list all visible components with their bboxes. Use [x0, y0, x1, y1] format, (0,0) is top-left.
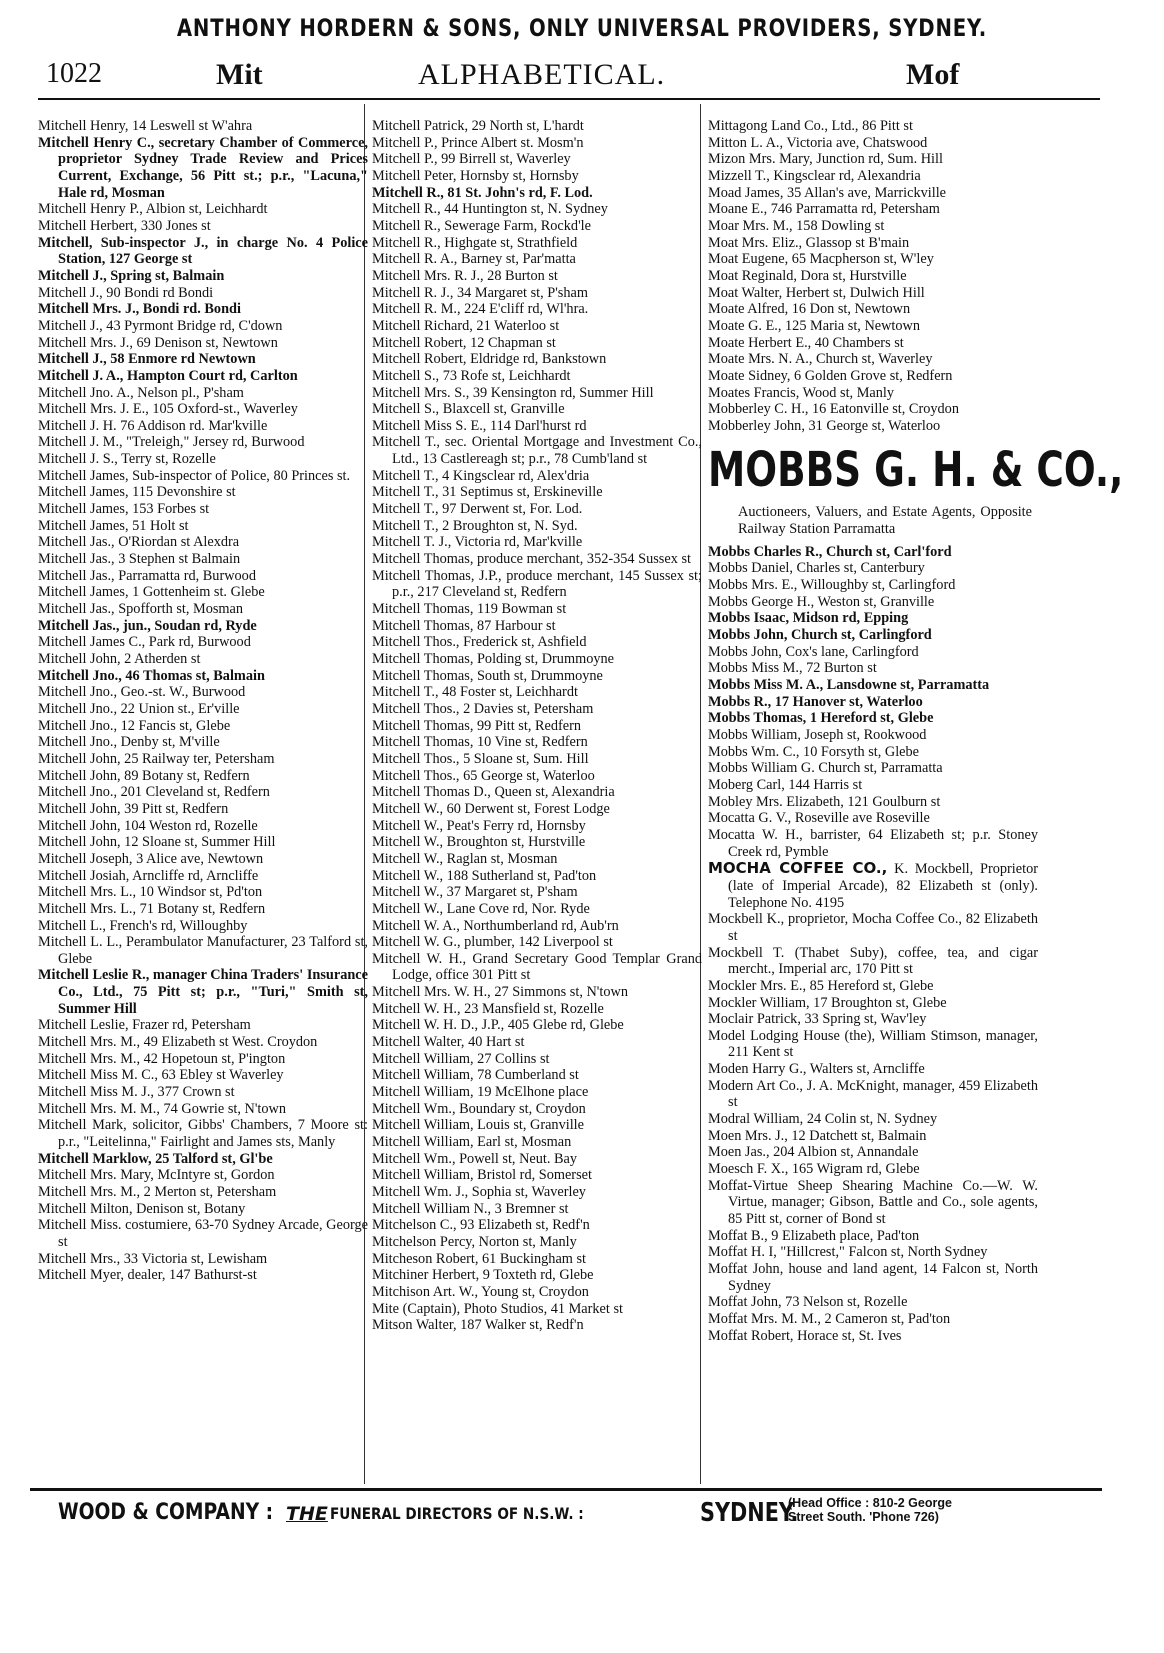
directory-entry: Mitchell W. H., 23 Mansfield st, Rozelle — [372, 1000, 604, 1017]
directory-entry: Mitchell James, 115 Devonshire st — [38, 484, 236, 501]
directory-entry: Mockler William, 17 Broughton st, Glebe — [708, 994, 947, 1011]
directory-entry: Mitchell P., 99 Birrell st, Waverley — [372, 151, 571, 168]
directory-entry: Mitchell Herbert, 330 Jones st — [38, 217, 211, 234]
directory-entry: Mitchell John, 89 Botany st, Redfern — [38, 767, 250, 784]
directory-entry: Mitchell Thos., 2 Davies st, Petersham — [372, 700, 594, 717]
directory-entry: Mobbs Miss M. A., Lansdowne st, Parramatta — [708, 677, 990, 694]
directory-entry: Mitchell R., Sewerage Farm, Rockd'le — [372, 217, 591, 234]
directory-entry: Mitchell Thomas, J.P., produce merchant, 145 Sussex st; p.r., 217 Cleveland st, Redfern — [372, 567, 702, 601]
directory-entry: Mitchell Mrs. S., 39 Kensington rd, Summer Hill — [372, 384, 654, 401]
directory-entry: Moffat Mrs. M. M., 2 Cameron st, Pad'ton — [708, 1310, 951, 1327]
directory-entry: Mitchell John, 25 Railway ter, Petersham — [38, 750, 275, 767]
directory-entry: Moffat John, house and land agent, 14 Falcon st, North Sydney — [708, 1261, 1038, 1294]
directory-entry: Mocatta W. H., barrister, 64 Elizabeth st; p.r. Stoney Creek rd, Pymble — [708, 826, 1038, 860]
directory-entry: Mitchell Jas., Parramatta rd, Burwood — [38, 567, 256, 584]
directory-entry: Mockbell T. (Thabet Suby), coffee, tea, and cigar mercht., Imperial arc, 170 Pitt st — [708, 944, 1038, 978]
directory-entry: Mitchell Miss M. C., 63 Ebley st Waverley — [38, 1067, 284, 1084]
directory-entry: Mobley Mrs. Elizabeth, 121 Goulburn st — [708, 793, 941, 810]
directory-entry: Mitchell J. H. 76 Addison rd. Mar'kville — [38, 417, 268, 434]
directory-entry: Mitchell Mrs. M., 2 Merton st, Petersham — [38, 1184, 277, 1200]
directory-entry: Mobbs John, Church st, Carlingford — [708, 627, 932, 644]
directory-entry: Moat Mrs. Eliz., Glassop st B'main — [708, 234, 910, 251]
directory-entry: Moffat John, 73 Nelson st, Rozelle — [708, 1294, 908, 1311]
directory-entry: Moates Francis, Wood st, Manly — [708, 384, 895, 401]
directory-entry: Moat Walter, Herbert st, Dulwich Hill — [708, 284, 925, 301]
directory-entry: Mitchell Wm. J., Sophia st, Waverley — [372, 1184, 586, 1200]
directory-entry: Moen Jas., 204 Albion st, Annandale — [708, 1144, 919, 1161]
directory-entry: Mitchell Thos., Frederick st, Ashfield — [372, 634, 587, 651]
directory-entry: Mitchell Wm., Powell st, Neut. Bay — [372, 1150, 578, 1167]
directory-entry: Mitchell J. S., Terry st, Rozelle — [38, 451, 216, 468]
directory-column-1 — [38, 118, 368, 1284]
directory-entry: Mitchell S., 73 Rofe st, Leichhardt — [372, 367, 571, 384]
directory-entry: Mitchell T., 48 Foster st, Leichhardt — [372, 684, 578, 701]
directory-entry: Mitchell Wm., Boundary st, Croydon — [372, 1100, 586, 1117]
directory-entry: Mitchell William, 78 Cumberland st — [372, 1067, 579, 1084]
directory-entry: Mitchell W., 37 Margaret st, P'sham — [372, 884, 578, 901]
directory-entry: Mitchell Mrs. M., 49 Elizabeth st West. Croydon — [38, 1034, 318, 1051]
directory-entry: Mitchell John, 12 Sloane st, Summer Hill — [38, 834, 276, 851]
directory-entry: Mitchell W., Lane Cove rd, Nor. Ryde — [372, 900, 590, 917]
page-number: 1022 — [46, 58, 102, 89]
directory-entry: Moate Sidney, 6 Golden Grove st, Redfern — [708, 367, 953, 384]
directory-entry: Mitchell W. H., Grand Secretary Good Templar Grand Lodge, office 301 Pitt st — [372, 950, 702, 984]
footer-office — [788, 1496, 952, 1524]
directory-entry: Moad James, 35 Allan's ave, Marrickville — [708, 184, 947, 201]
directory-entry: Mitchell Jas., O'Riordan st Alexdra — [38, 534, 240, 551]
directory-entry: Mitchell Richard, 21 Waterloo st — [372, 317, 560, 334]
directory-entry: Mitchell Thomas, 99 Pitt st, Redfern — [372, 717, 582, 734]
directory-entry: Mitchell W. H. D., J.P., 405 Glebe rd, Glebe — [372, 1017, 624, 1034]
directory-entry: Modral William, 24 Colin st, N. Sydney — [708, 1111, 938, 1128]
directory-entry: Mobbs Wm. C., 10 Forsyth st, Glebe — [708, 743, 920, 760]
directory-entry: Mitchell Henry C., secretary Chamber of Commerce, proprietor Sydney Trade Review and Prices Current, Exchange, 56 Pitt st.; p.r., "Lacuna," Hale rd, Mosman — [38, 134, 368, 201]
directory-entry: Moden Harry G., Walters st, Arncliffe — [708, 1061, 925, 1078]
directory-entry: Mitchell R., Highgate st, Strathfield — [372, 234, 578, 251]
directory-entry: Mitchell William, Bristol rd, Somerset — [372, 1167, 592, 1184]
directory-entry: Mitchell T., 97 Derwent st, For. Lod. — [372, 501, 583, 518]
directory-entry: Mitchell S., Blaxcell st, Granville — [372, 401, 565, 418]
directory-entry: Mitchell Mrs. L., 10 Windsor st, Pd'ton — [38, 884, 263, 901]
directory-entry: Model Lodging House (the), William Stimson, manager, 211 Kent st — [708, 1027, 1038, 1061]
directory-entry: Moate Mrs. N. A., Church st, Waverley — [708, 351, 933, 368]
directory-entry: Mitson Walter, 187 Walker st, Redf'n — [372, 1317, 584, 1334]
footer-tagline: FUNERAL DIRECTORS OF N.S.W. : — [330, 1504, 584, 1523]
page-title: ALPHABETICAL. — [418, 58, 666, 91]
directory-entry: Mitchell Leslie, Frazer rd, Petersham — [38, 1017, 251, 1034]
directory-entry: Mitchell Robert, 12 Chapman st — [372, 334, 556, 351]
directory-entry: Mitchell Thomas D., Queen st, Alexandria — [372, 784, 615, 801]
directory-entry: Mitchell Thos., 65 George st, Waterloo — [372, 767, 595, 784]
directory-entry: Mitchell James, 153 Forbes st — [38, 501, 210, 518]
directory-entry: Mitchell Jno., 12 Fancis st, Glebe — [38, 717, 231, 734]
directory-entry: Mitchelson Percy, Norton st, Manly — [372, 1233, 577, 1250]
directory-entry: Mitchell Jas., Spofforth st, Mosman — [38, 601, 244, 618]
directory-entry: Mitchell Miss S. E., 114 Darl'hurst rd — [372, 417, 587, 434]
column-3-middle-entries — [708, 544, 1038, 860]
directory-entry: Mitchell Mrs. L., 71 Botany st, Redfern — [38, 900, 266, 917]
directory-entry: Mitchell Mrs. J., Bondi rd. Bondi — [38, 301, 241, 318]
directory-entry: Mitcheson Robert, 61 Buckingham st — [372, 1250, 587, 1267]
directory-entry: Mitchell Peter, Hornsby st, Hornsby — [372, 167, 579, 184]
directory-entry: Moat Eugene, 65 Macpherson st, W'ley — [708, 251, 934, 268]
directory-entry: Mitchell Thomas, 10 Vine st, Redfern — [372, 734, 588, 751]
directory-entry: Mitchell Jno., 22 Union st., Er'ville — [38, 700, 240, 717]
directory-entry: Mobbs Isaac, Midson rd, Epping — [708, 610, 909, 627]
directory-entry: Moane E., 746 Parramatta rd, Petersham — [708, 201, 940, 218]
directory-entry: Mitchell Henry P., Albion st, Leichhardt — [38, 201, 268, 218]
column-3-top-entries — [708, 118, 1038, 434]
directory-entry: Mitchell Robert, Eldridge rd, Bankstown — [372, 351, 607, 368]
footer-company: WOOD & COMPANY : — [58, 1500, 274, 1525]
mocha-coffee-heading: MOCHA COFFEE CO., — [708, 859, 888, 878]
directory-entry: Mitchell John, 39 Pitt st, Redfern — [38, 800, 229, 817]
directory-entry: Mitchell James, 51 Holt st — [38, 517, 189, 534]
footer-rule — [30, 1488, 1102, 1491]
directory-entry: Mobbs George H., Weston st, Granville — [708, 593, 935, 610]
directory-entry: Mitchison Art. W., Young st, Croydon — [372, 1283, 589, 1300]
directory-entry: Mitchell James, 1 Gottenheim st. Glebe — [38, 584, 265, 601]
directory-entry: Moate G. E., 125 Maria st, Newtown — [708, 317, 921, 334]
directory-entry: Mitchell Thos., 5 Sloane st, Sum. Hill — [372, 750, 589, 767]
directory-entry: Mitchell L., French's rd, Willoughby — [38, 917, 248, 934]
directory-entry: Mobbs Mrs. E., Willoughby st, Carlingford — [708, 577, 956, 594]
footer-advertisement — [58, 1496, 1118, 1540]
directory-entry: Mobberley C. H., 16 Eatonville st, Croydon — [708, 401, 959, 418]
directory-entry: Mitchell William N., 3 Bremner st — [372, 1200, 569, 1217]
directory-entry: Mitchell W., 60 Derwent st, Forest Lodge — [372, 800, 610, 817]
directory-entry: Mitchell Myer, dealer, 147 Bathurst-st — [38, 1267, 257, 1284]
directory-entry: Mitchell J., 90 Bondi rd Bondi — [38, 284, 214, 301]
directory-column-3 — [708, 118, 1124, 1344]
directory-entry: Mitchell Milton, Denison st, Botany — [38, 1200, 246, 1217]
directory-entry: Moffat H. I, "Hillcrest," Falcon st, North Sydney — [708, 1244, 988, 1261]
directory-entry: Mitchell W., Peat's Ferry rd, Hornsby — [372, 817, 586, 834]
directory-entry: Mitchell Mrs. R. J., 28 Burton st — [372, 267, 558, 284]
directory-entry: Mitchell Jno., 46 Thomas st, Balmain — [38, 667, 265, 684]
directory-entry: Mitchell J. M., "Treleigh," Jersey rd, Burwood — [38, 434, 305, 451]
directory-entry: Mitchell J., 58 Enmore rd Newtown — [38, 351, 256, 368]
directory-entry: Moffat Robert, Horace st, St. Ives — [708, 1327, 902, 1344]
directory-entry: Mitchell W., Broughton st, Hurstville — [372, 834, 586, 851]
directory-entry: Mitchell Thomas, 119 Bowman st — [372, 601, 567, 618]
directory-entry: Moberg Carl, 144 Harris st — [708, 776, 863, 793]
column-3-bottom-entries — [708, 911, 1038, 1344]
directory-entry: Mitchell Mrs. Mary, McIntyre st, Gordon — [38, 1167, 275, 1184]
directory-entry: Mitchell John, 2 Atherden st — [38, 651, 201, 667]
directory-entry: Mitchell William, Louis st, Granville — [372, 1117, 584, 1134]
directory-entry: Mocatta G. V., Roseville ave Roseville — [708, 810, 930, 827]
directory-entry: Mitchell T., sec. Oriental Mortgage and Investment Co., Ltd., 13 Castlereagh st; p.r., 78 Cumb'land st — [372, 434, 702, 468]
directory-entry: Mitchell Mrs. J., 69 Denison st, Newtown — [38, 334, 278, 351]
footer-the: THE — [286, 1503, 328, 1525]
directory-entry: Mitchell R. J., 34 Margaret st, P'sham — [372, 284, 588, 301]
mocha-coffee-entry — [708, 860, 1038, 911]
directory-entry: Mobbs William G. Church st, Parramatta — [708, 760, 943, 777]
directory-entry: Mitchell R. M., 224 E'cliff rd, Wl'hra. — [372, 301, 589, 318]
directory-entry: Mitton L. A., Victoria ave, Chatswood — [708, 134, 928, 151]
directory-entry: Mitchell Miss M. J., 377 Crown st — [38, 1084, 235, 1101]
directory-entry: Moar Mrs. M., 158 Dowling st — [708, 217, 885, 234]
mobbs-advertisement-text: Auctioneers, Valuers, and Estate Agents, Opposite Railway Station Parramatta — [738, 504, 1032, 538]
directory-entry: Mobbs R., 17 Hanover st, Waterloo — [708, 693, 923, 710]
directory-entry: Moesch F. X., 165 Wigram rd, Glebe — [708, 1161, 920, 1178]
directory-entry: Modern Art Co., J. A. McKnight, manager, 459 Elizabeth st — [708, 1077, 1038, 1111]
directory-entry: Mitchell J. A., Hampton Court rd, Carlton — [38, 367, 298, 384]
footer-office-line-2: Street South. 'Phone 726) — [788, 1510, 939, 1524]
directory-entry: Mitchell Thomas, South st, Drummoyne — [372, 667, 603, 684]
directory-entry: Mitchell Mark, solicitor, Gibbs' Chambers, 7 Moore st: p.r., "Leitelinna," Fairlight and James sts, Manly — [38, 1117, 368, 1151]
directory-entry: Mitchell P., Prince Albert st. Mosm'n — [372, 134, 584, 151]
directory-entry: Mitchell John, 104 Weston rd, Rozelle — [38, 817, 258, 834]
directory-entry: Mitchell L. L., Perambulator Manufacturer, 23 Talford st, Glebe — [38, 934, 368, 967]
directory-entry: Mitchell James C., Park rd, Burwood — [38, 634, 251, 651]
directory-entry: Mitchiner Herbert, 9 Toxteth rd, Glebe — [372, 1267, 594, 1284]
directory-entry: Mitchell Jno., Denby st, M'ville — [38, 734, 220, 751]
directory-entry: Moate Alfred, 16 Don st, Newtown — [708, 301, 911, 318]
directory-column-2 — [372, 118, 702, 1334]
directory-entry: Mitchell Marklow, 25 Talford st, Gl'be — [38, 1150, 273, 1167]
directory-entry: Mittagong Land Co., Ltd., 86 Pitt st — [708, 118, 913, 134]
directory-entry: Moate Herbert E., 40 Chambers st — [708, 334, 904, 351]
footer-city: SYDNEY. — [700, 1498, 799, 1528]
directory-entry: Mitchell Josiah, Arncliffe rd, Arncliffe — [38, 867, 259, 884]
directory-entry: Mitchell Henry, 14 Leswell st W'ahra — [38, 118, 253, 134]
directory-entry: Moffat B., 9 Elizabeth place, Pad'ton — [708, 1227, 920, 1244]
directory-entry: Mitchell Walter, 40 Hart st — [372, 1034, 525, 1051]
directory-entry: Mitchell R. A., Barney st, Par'matta — [372, 251, 576, 268]
running-head — [38, 56, 1098, 96]
directory-entry: Mitchell W., 188 Sutherland st, Pad'ton — [372, 867, 597, 884]
directory-entry: Mobbs William, Joseph st, Rookwood — [708, 727, 927, 743]
directory-entry: Mitchell R., 81 St. John's rd, F. Lod. — [372, 184, 593, 201]
directory-entry: Mobbs Thomas, 1 Hereford st, Glebe — [708, 710, 934, 727]
directory-entry: Mitchell James, Sub-inspector of Police, 80 Princes st. — [38, 467, 351, 484]
directory-entry: Mite (Captain), Photo Studios, 41 Market st — [372, 1300, 623, 1317]
directory-entry: Mobbs Miss M., 72 Burton st — [708, 660, 877, 677]
directory-entry: Moclair Patrick, 33 Spring st, Wav'ley — [708, 1011, 927, 1028]
directory-entry: Mitchell Jas., jun., Soudan rd, Ryde — [38, 617, 257, 634]
directory-entry: Mizzell T., Kingsclear rd, Alexandria — [708, 167, 921, 184]
footer-office-line-1: (Head Office : 810-2 George — [788, 1496, 952, 1510]
directory-entry: Mitchell Mrs. M., 42 Hopetoun st, P'ington — [38, 1050, 286, 1067]
directory-entry: Mitchell Mrs. M. M., 74 Gowrie st, N'town — [38, 1100, 286, 1117]
directory-entry: Mobbs Daniel, Charles st, Canterbury — [708, 560, 925, 577]
directory-entry: Mitchell Jno., Geo.-st. W., Burwood — [38, 684, 246, 701]
directory-entry: Mitchell Leslie R., manager China Traders' Insurance Co., Ltd., 75 Pitt st; p.r., "Turi," Smith st, Summer Hill — [38, 967, 368, 1017]
directory-entry: Mobberley John, 31 George st, Waterloo — [708, 417, 941, 434]
directory-entry: Mitchell W., Raglan st, Mosman — [372, 850, 558, 867]
directory-entry: Mitchell T., 2 Broughton st, N. Syd. — [372, 517, 578, 534]
directory-entry: Mitchell Miss. costumiere, 63-70 Sydney Arcade, George st — [38, 1217, 368, 1250]
directory-entry: Mizon Mrs. Mary, Junction rd, Sum. Hill — [708, 151, 943, 168]
directory-entry: Mobbs John, Cox's lane, Carlingford — [708, 643, 919, 660]
directory-entry: Mitchell R., 44 Huntington st, N. Sydney — [372, 201, 608, 218]
advertisement-banner: ANTHONY HORDERN & SONS, ONLY UNIVERSAL PROVIDERS, SYDNEY. — [176, 14, 988, 42]
directory-entry: Mitchell Jas., 3 Stephen st Balmain — [38, 551, 241, 568]
left-guide-word: Mit — [216, 58, 263, 91]
directory-entry: Mitchell T., 4 Kingsclear rd, Alex'dria — [372, 467, 590, 484]
mocha-coffee-text: K. Mockbell, Proprietor (late of Imperial Arcade), 82 Elizabeth st (only). Telephone No. 4195 — [728, 861, 1038, 911]
directory-entry: Mockbell K., proprietor, Mocha Coffee Co., 82 Elizabeth st — [708, 911, 1038, 944]
directory-entry: Mitchell T., 31 Septimus st, Erskineville — [372, 484, 603, 501]
directory-entry: Moat Reginald, Dora st, Hurstville — [708, 267, 907, 284]
directory-entry: Mitchell William, 19 McElhone place — [372, 1084, 589, 1101]
directory-entry: Moffat-Virtue Sheep Shearing Machine Co.—W. W. Virtue, manager; Gibson, Battle and Co., sole agents, 85 Pitt st, corner of Bond st — [708, 1177, 1038, 1228]
directory-entry: Mitchell Thomas, 87 Harbour st — [372, 617, 556, 634]
header-rule — [38, 98, 1100, 100]
directory-entry: Mitchell Thomas, Polding st, Drummoyne — [372, 651, 614, 667]
right-guide-word: Mof — [906, 58, 960, 91]
directory-entry: Mitchell Thomas, produce merchant, 352-354 Sussex st — [372, 551, 691, 568]
directory-entry: Mockler Mrs. E., 85 Hereford st, Glebe — [708, 977, 934, 994]
directory-entry: Mitchell W. G., plumber, 142 Liverpool st — [372, 934, 613, 951]
mobbs-advertisement-heading: MOBBS G. H. & CO., — [708, 442, 1124, 499]
directory-entry: Mitchelson C., 93 Elizabeth st, Redf'n — [372, 1217, 590, 1234]
directory-entry: Mitchell Jno. A., Nelson pl., P'sham — [38, 384, 244, 401]
directory-entry: Mitchell J., Spring st, Balmain — [38, 267, 225, 284]
directory-entry: Mobbs Charles R., Church st, Carl'ford — [708, 543, 952, 560]
directory-entry: Mitchell Mrs., 33 Victoria st, Lewisham — [38, 1250, 268, 1267]
directory-entry: Mitchell Jno., 201 Cleveland st, Redfern — [38, 784, 270, 801]
directory-entry: Mitchell, Sub-inspector J., in charge No. 4 Police Station, 127 George st — [38, 234, 368, 268]
directory-entry: Mitchell Mrs. W. H., 27 Simmons st, N'town — [372, 984, 628, 1001]
directory-entry: Mitchell Mrs. J. E., 105 Oxford-st., Waverley — [38, 401, 298, 418]
directory-entry: Mitchell William, Earl st, Mosman — [372, 1134, 572, 1151]
directory-entry: Mitchell T. J., Victoria rd, Mar'kville — [372, 534, 583, 551]
directory-entry: Mitchell Joseph, 3 Alice ave, Newtown — [38, 850, 264, 867]
directory-entry: Mitchell Patrick, 29 North st, L'hardt — [372, 118, 584, 134]
directory-entry: Moen Mrs. J., 12 Datchett st, Balmain — [708, 1127, 927, 1144]
directory-entry: Mitchell W. A., Northumberland rd, Aub'rn — [372, 917, 619, 934]
directory-entry: Mitchell William, 27 Collins st — [372, 1050, 550, 1067]
directory-entry: Mitchell J., 43 Pyrmont Bridge rd, C'down — [38, 317, 283, 334]
